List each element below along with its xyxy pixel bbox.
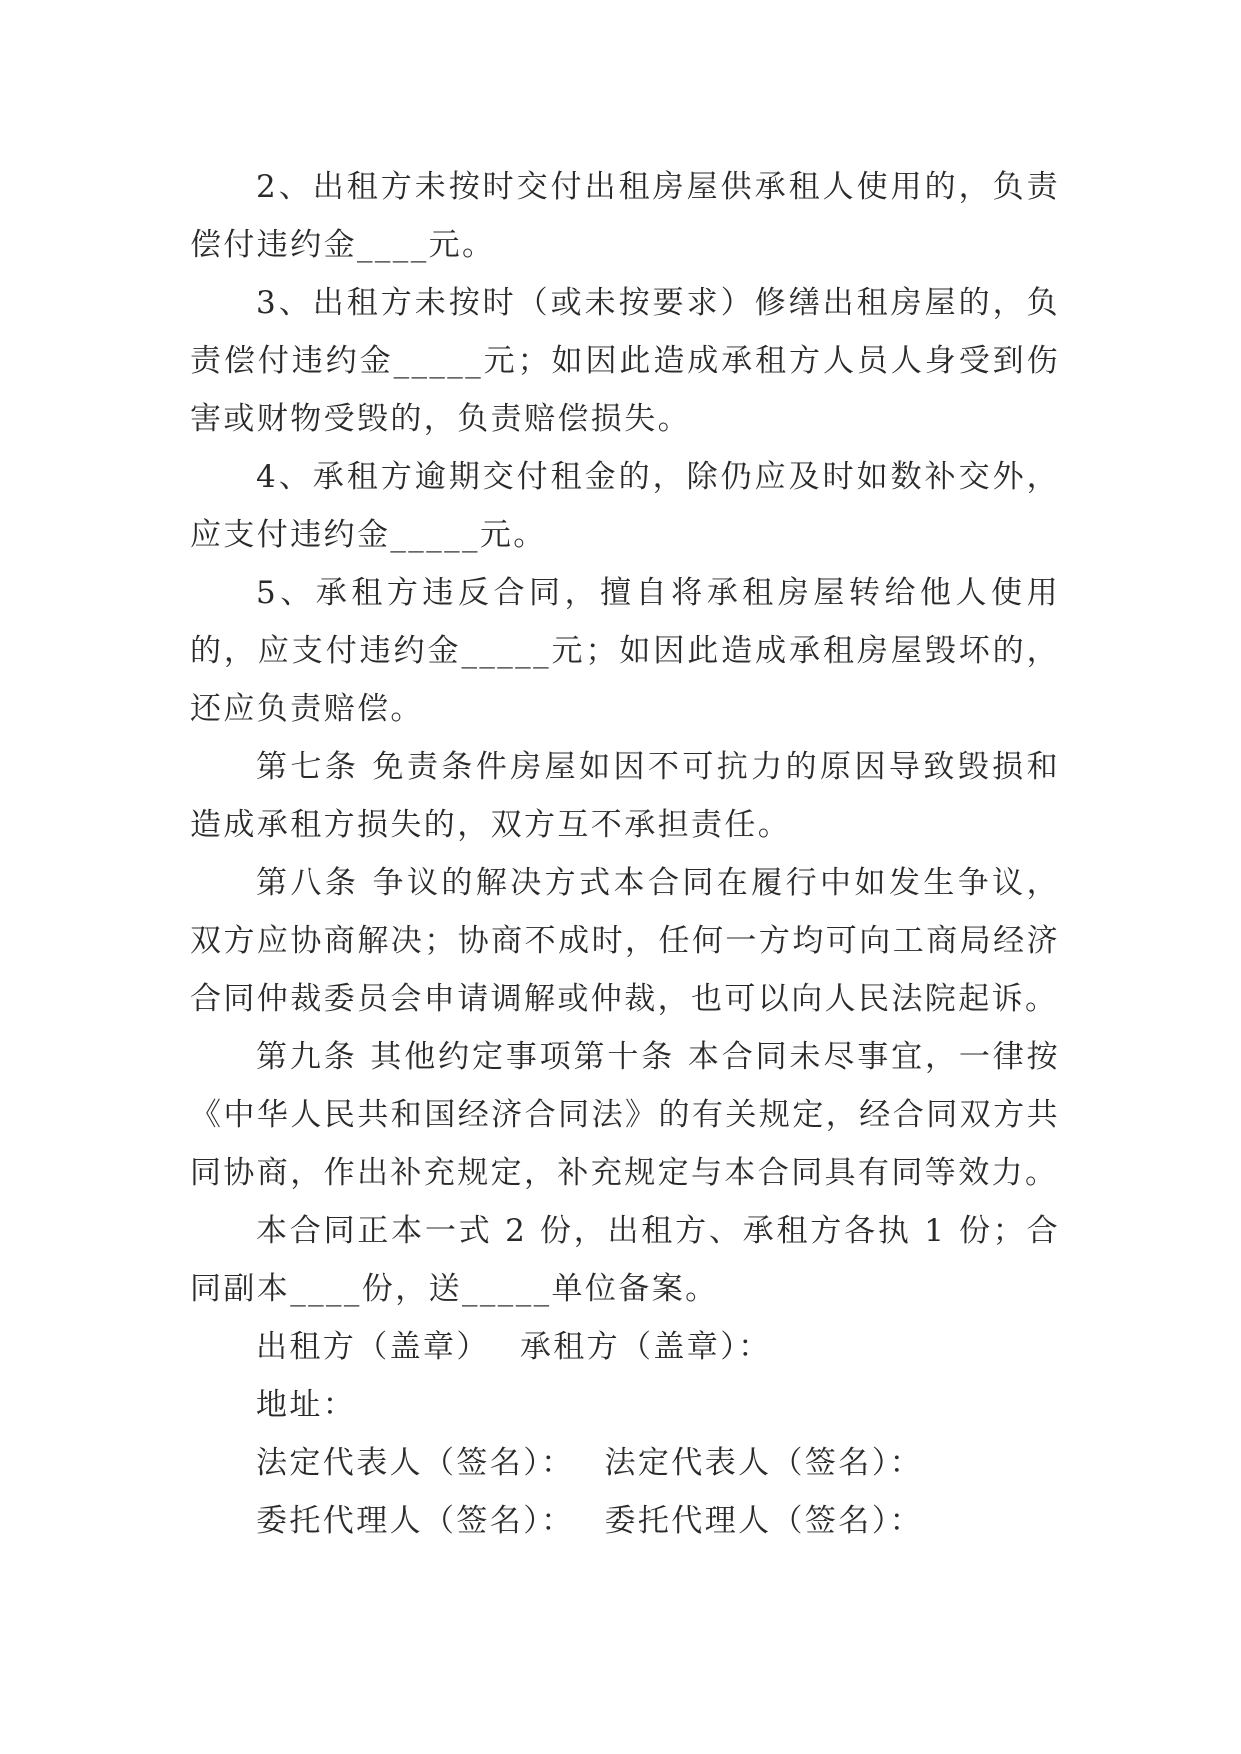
article-9-10: 第九条 其他约定事项第十条 本合同未尽事宜，一律按《中华人民共和国经济合同法》的有关规定，经合同双方共同协商，作出补充规定，补充规定与本合同具有同等效力。: [190, 1039, 1060, 1191]
clause-3: 3、出租方未按时（或未按要求）修缮出租房屋的，负责偿付违约金_____元；如因此造成承租方人员人身受到伤害或财物受毁的，负责赔偿损失。: [190, 285, 1060, 437]
legal-rep-line: [190, 1434, 1060, 1492]
document-body: [190, 158, 1060, 1550]
clause-2: 2、出租方未按时交付出租房屋供承租人使用的，负责偿付违约金____元。: [190, 169, 1060, 263]
lessor-seal-label: 出租方（盖章）: [256, 1329, 490, 1365]
seal-line: [190, 1318, 1060, 1376]
legal-rep-left-label: 法定代表人（签名）：: [256, 1445, 575, 1481]
lessee-seal-label: 承租方（盖章）：: [519, 1329, 772, 1365]
legal-rep-right-label: 法定代表人（签名）：: [604, 1445, 923, 1481]
address-line: [190, 1376, 1060, 1434]
address-label: 地址：: [256, 1387, 357, 1423]
copies-clause: 本合同正本一式 2 份，出租方、承租方各执 1 份；合同副本____份，送_____单位备案。: [190, 1213, 1060, 1307]
article-8: 第八条 争议的解决方式本合同在履行中如发生争议，双方应协商解决；协商不成时，任何一方均可向工商局经济合同仲裁委员会申请调解或仲裁，也可以向人民法院起诉。: [190, 865, 1060, 1017]
article-7: 第七条 免责条件房屋如因不可抗力的原因导致毁损和造成承租方损失的，双方互不承担责任。: [190, 749, 1060, 843]
agent-line: [190, 1492, 1060, 1550]
agent-right-label: 委托代理人（签名）：: [604, 1503, 923, 1539]
clause-5: 5、承租方违反合同，擅自将承租房屋转给他人使用的，应支付违约金_____元；如因此造成承租房屋毁坏的，还应负责赔偿。: [190, 575, 1060, 727]
agent-left-label: 委托代理人（签名）：: [256, 1503, 575, 1539]
clause-4: 4、承租方逾期交付租金的，除仍应及时如数补交外，应支付违约金_____元。: [190, 459, 1060, 553]
